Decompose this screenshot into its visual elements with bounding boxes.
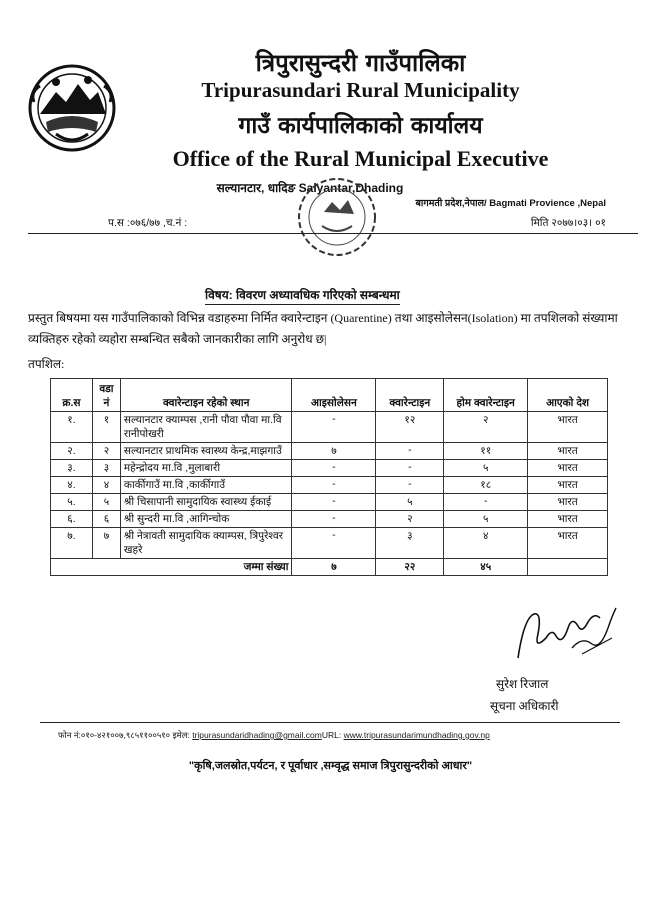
table-header-row bbox=[51, 379, 608, 412]
cell-ward: ३ bbox=[92, 460, 120, 477]
cell-isolation: - bbox=[292, 460, 376, 477]
cell-place: सल्यानटार क्याम्पस ,रानी पौवा पौवा मा.वि रानीपोखरी bbox=[120, 412, 292, 443]
cell-place: महेन्द्रोदय मा.वि ,मुलाबारी bbox=[120, 460, 292, 477]
municipality-name-nepali: त्रिपुरासुन्दरी गाउँपालिका bbox=[255, 48, 466, 77]
cell-ward: ४ bbox=[92, 477, 120, 494]
footer-divider bbox=[40, 722, 620, 723]
cell-sn: ४. bbox=[51, 477, 93, 494]
header-sn: क्र.स bbox=[51, 379, 93, 412]
cell-country: भारत bbox=[528, 443, 608, 460]
cell-quarantine: २ bbox=[376, 511, 444, 528]
table-row bbox=[51, 528, 608, 559]
cell-country: भारत bbox=[528, 494, 608, 511]
quarantine-table bbox=[50, 378, 608, 576]
cell-country: भारत bbox=[528, 477, 608, 494]
table-row bbox=[51, 511, 608, 528]
cell-home-quarantine: - bbox=[444, 494, 528, 511]
cell-home-quarantine: ५ bbox=[444, 511, 528, 528]
letter-subject: विषय: विवरण अध्यावधिक गरिएको सम्बन्धमा bbox=[205, 286, 400, 305]
cell-home-quarantine: ११ bbox=[444, 443, 528, 460]
cell-sn: १. bbox=[51, 412, 93, 443]
header-divider bbox=[28, 233, 638, 234]
office-name-nepali: गाउँ कार्यपालिकाको कार्यालय bbox=[238, 112, 483, 139]
office-address: सल्यानटार, धादिङ Salyantar,Dhading bbox=[216, 181, 404, 195]
cell-quarantine: - bbox=[376, 460, 444, 477]
cell-quarantine: ५ bbox=[376, 494, 444, 511]
cell-place: सल्यानटार प्राथमिक स्वास्थ्य केन्द्र,माझगाउँ bbox=[120, 443, 292, 460]
cell-quarantine: - bbox=[376, 443, 444, 460]
cell-home-quarantine: ५ bbox=[444, 460, 528, 477]
cell-ward: ६ bbox=[92, 511, 120, 528]
cell-sn: ६. bbox=[51, 511, 93, 528]
reference-number: प.स :०७६/७७ ,च.नं : bbox=[108, 217, 188, 229]
header-isolation: आइसोलेसन bbox=[292, 379, 376, 412]
email-link[interactable]: tripurasundaridhading@gmail.com bbox=[192, 730, 322, 740]
cell-ward: ७ bbox=[92, 528, 120, 559]
total-isolation: ७ bbox=[292, 559, 376, 576]
cell-sn: ७. bbox=[51, 528, 93, 559]
letter-body: प्रस्तुत बिषयमा यस गाउँपालिकाको विभिन्न वडाहरुमा निर्मित क्वारेन्टाइन (Quarentine) तथा आइसोलेसन(Isolation) मा तपशिलको संख्यामा व्यक्तिहरु रहेको व्यहोरा सम्बन्धित सबैको जानकारीका लागि अनुरोध छ| bbox=[28, 311, 618, 346]
cell-quarantine: - bbox=[376, 477, 444, 494]
cell-country: भारत bbox=[528, 528, 608, 559]
handwritten-signature bbox=[512, 588, 622, 668]
table-row bbox=[51, 412, 608, 443]
website-link[interactable]: www.tripurasundarimundhading.gov.np bbox=[343, 730, 490, 740]
cell-place: श्री चिसापानी सामुदायिक स्वास्थ्य ईकाई bbox=[120, 494, 292, 511]
province-line: बागमती प्रदेश,नेपाल/ Bagmati Provience ,Nepal bbox=[415, 198, 606, 209]
cell-isolation: - bbox=[292, 412, 376, 443]
cell-isolation: - bbox=[292, 477, 376, 494]
cell-place: श्री नेत्रावती सामुदायिक क्याम्पस, त्रिपुरेश्वर खहरे bbox=[120, 528, 292, 559]
contact-line bbox=[58, 730, 490, 741]
header-home-quarantine: होम क्वारेन्टाइन bbox=[444, 379, 528, 412]
header-country: आएको देश bbox=[528, 379, 608, 412]
cell-home-quarantine: ४ bbox=[444, 528, 528, 559]
cell-isolation: - bbox=[292, 511, 376, 528]
cell-quarantine: ३ bbox=[376, 528, 444, 559]
table-row bbox=[51, 443, 608, 460]
contact-prefix: फोन नं:०१०-४२१००७,९८५११००५१० इमेल: bbox=[58, 730, 190, 740]
office-stamp-icon bbox=[292, 172, 382, 262]
table-row bbox=[51, 494, 608, 511]
total-home-quarantine: ४५ bbox=[444, 559, 528, 576]
header-place: क्वारेन्टाइन रहेको स्थान bbox=[120, 379, 292, 412]
cell-place: श्री सुन्दरी मा.वि ,आगिन्चोक bbox=[120, 511, 292, 528]
cell-ward: १ bbox=[92, 412, 120, 443]
cell-sn: ५. bbox=[51, 494, 93, 511]
cell-sn: २. bbox=[51, 443, 93, 460]
total-country-empty bbox=[528, 559, 608, 576]
cell-quarantine: १२ bbox=[376, 412, 444, 443]
table-row bbox=[51, 460, 608, 477]
url-label: URL: bbox=[321, 730, 342, 740]
table-row bbox=[51, 477, 608, 494]
cell-sn: ३. bbox=[51, 460, 93, 477]
cell-country: भारत bbox=[528, 412, 608, 443]
table-total-row bbox=[51, 559, 608, 576]
cell-isolation: ७ bbox=[292, 443, 376, 460]
cell-ward: ५ bbox=[92, 494, 120, 511]
office-name-english: Office of the Rural Municipal Executive bbox=[172, 146, 549, 171]
municipality-name-english: Tripurasundari Rural Municipality bbox=[201, 78, 520, 102]
cell-isolation: - bbox=[292, 494, 376, 511]
cell-home-quarantine: २ bbox=[444, 412, 528, 443]
details-label: तपशिल: bbox=[28, 357, 65, 371]
header-quarantine: क्वारेन्टाइन bbox=[376, 379, 444, 412]
cell-country: भारत bbox=[528, 460, 608, 477]
signer-title: सूचना अधिकारी bbox=[490, 699, 559, 713]
total-label: जम्मा संख्या bbox=[51, 559, 292, 576]
cell-home-quarantine: १८ bbox=[444, 477, 528, 494]
slogan: "कृषि,जलस्रोत,पर्यटन, र पूर्वाधार ,सम्वृद्ध समाज त्रिपुरासुन्दरीको आधार" bbox=[188, 760, 473, 772]
cell-isolation: - bbox=[292, 528, 376, 559]
letter-date: मिति २०७७।०३। ०१ bbox=[530, 217, 606, 229]
cell-country: भारत bbox=[528, 511, 608, 528]
signer-name: सुरेश रिजाल bbox=[496, 677, 549, 691]
cell-place: कार्कीगाउँ मा.वि ,कार्कीगाउँ bbox=[120, 477, 292, 494]
cell-ward: २ bbox=[92, 443, 120, 460]
header-ward: वडा नं bbox=[92, 379, 120, 412]
total-quarantine: २२ bbox=[376, 559, 444, 576]
